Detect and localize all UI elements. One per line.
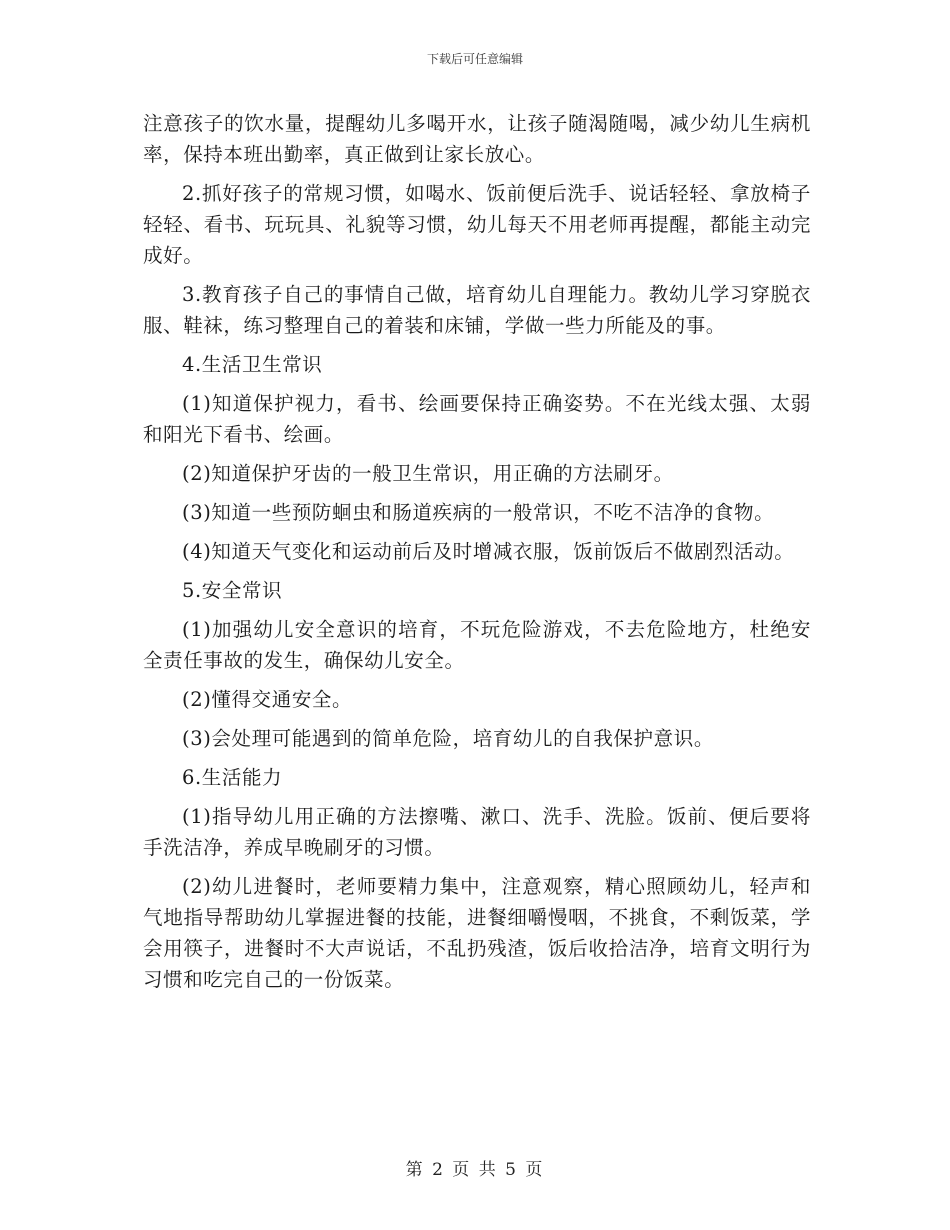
paragraph-life-skills-1: (1)指导幼儿用正确的方法擦嘴、漱口、洗手、洗脸。饭前、便后要将手洗洁净，养成早晚刷牙的习惯。 bbox=[143, 805, 811, 859]
section-heading-life-skills: 6.生活能力 bbox=[182, 766, 283, 789]
paragraph-hygiene-1: (1)知道保护视力，看书、绘画要保持正确姿势。不在光线太强、太弱和阳光下看书、绘画。 bbox=[143, 392, 811, 446]
paragraph-hygiene-4: (4)知道天气变化和运动前后及时增减衣服，饭前饭后不做剧烈活动。 bbox=[182, 540, 795, 563]
document-body bbox=[143, 108, 811, 1003]
paragraph-safety-2: (2)懂得交通安全。 bbox=[182, 688, 353, 711]
paragraph-safety-3: (3)会处理可能遇到的简单危险，培育幼儿的自我保护意识。 bbox=[182, 727, 714, 750]
section-heading-safety: 5.安全常识 bbox=[182, 579, 283, 602]
paragraph-3: 3.教育孩子自己的事情自己做，培育幼儿自理能力。教幼儿学习穿脱衣服、鞋袜，练习整理自己的着装和床铺，学做一些力所能及的事。 bbox=[143, 283, 811, 337]
page-number-footer: 第 2 页 共 5 页 bbox=[405, 1160, 545, 1180]
paragraph-hygiene-2: (2)知道保护牙齿的一般卫生常识，用正确的方法刷牙。 bbox=[182, 462, 674, 485]
paragraph-life-skills-2: (2)幼儿进餐时，老师要精力集中，注意观察，精心照顾幼儿，轻声和气地指导帮助幼儿掌握进餐的技能，进餐细嚼慢咽，不挑食，不剩饭菜，学会用筷子，进餐时不大声说话，不乱扔残渣，饭后收拾洁净，培育文明行为习惯和吃完自己的一份饭菜。 bbox=[143, 875, 811, 991]
page-header: 下载后可任意编辑 bbox=[426, 52, 523, 66]
section-heading-hygiene: 4.生活卫生常识 bbox=[182, 353, 323, 376]
paragraph-safety-1: (1)加强幼儿安全意识的培育，不玩危险游戏，不去危险地方，杜绝安全责任事故的发生，确保幼儿安全。 bbox=[143, 618, 811, 672]
paragraph-hygiene-3: (3)知道一些预防蛔虫和肠道疾病的一般常识，不吃不洁净的食物。 bbox=[182, 501, 775, 524]
paragraph-2: 2.抓好孩子的常规习惯，如喝水、饭前便后洗手、说话轻轻、拿放椅子轻轻、看书、玩玩具、礼貌等习惯，幼儿每天不用老师再提醒，都能主动完成好。 bbox=[143, 182, 811, 267]
paragraph-1: 注意孩子的饮水量，提醒幼儿多喝开水，让孩子随渴随喝，减少幼儿生病机率，保持本班出勤率，真正做到让家长放心。 bbox=[143, 112, 811, 166]
